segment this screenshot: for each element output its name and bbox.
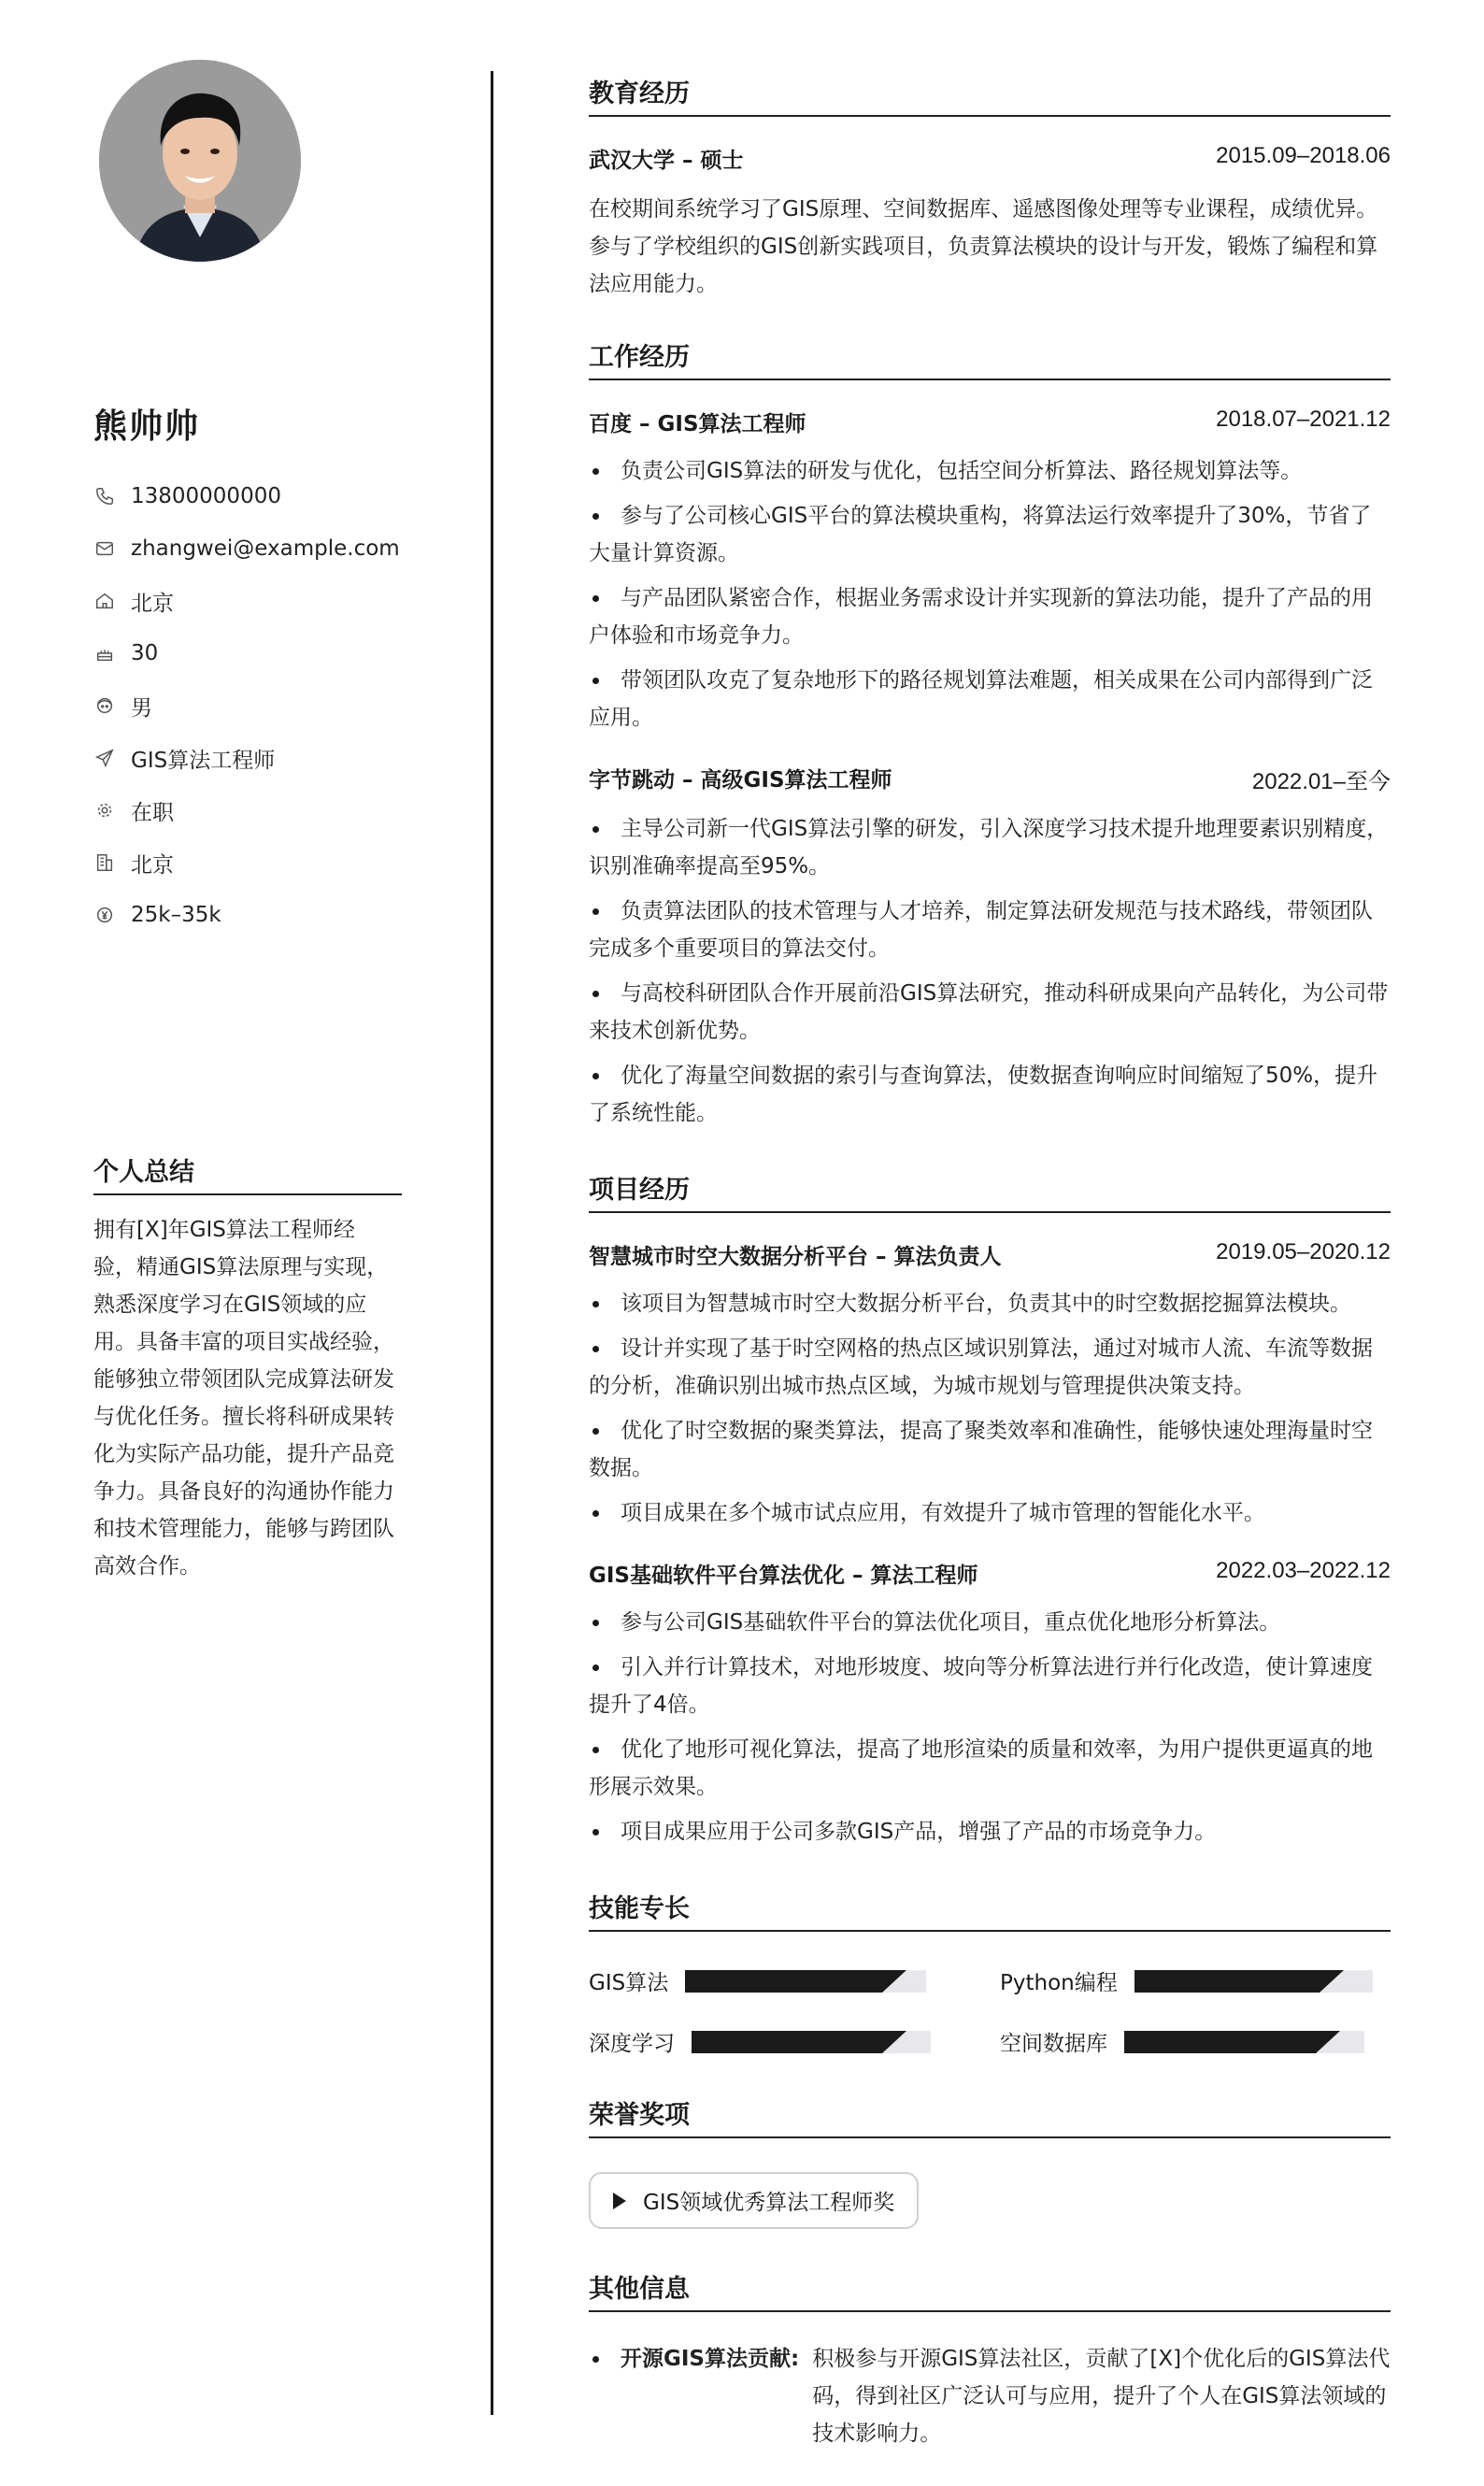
send-icon: [93, 747, 116, 769]
info-phone: [93, 470, 402, 522]
skill-item: [1000, 2026, 1391, 2057]
other-title: 其他信息: [589, 2268, 1391, 2312]
status-icon: [93, 799, 116, 822]
skill-bar: [692, 2031, 931, 2053]
gender-value: 男: [131, 695, 152, 721]
mail-icon: [93, 537, 116, 560]
skill-bar-fill: [1124, 2031, 1316, 2053]
info-status: [93, 784, 402, 836]
project-date: 2022.03–2022.12: [1216, 1558, 1391, 1583]
coin-icon: [93, 904, 116, 926]
info-location: [93, 836, 402, 889]
skills-section: [589, 1888, 1391, 2057]
work-title: 工作经历: [589, 336, 1391, 380]
column-divider: [491, 71, 493, 2415]
job-head: [589, 407, 1391, 437]
other-item-key: 开源GIS算法贡献:: [621, 2347, 800, 2371]
list-item: 项目成果应用于公司多款GIS产品，增强了产品的市场竞争力。: [589, 1813, 1391, 1850]
award-label: GIS领域优秀算法工程师奖: [643, 2191, 895, 2215]
job-bullets: [589, 452, 1391, 736]
project-bullets: [589, 1285, 1391, 1532]
award-chip: [589, 2172, 919, 2229]
skill-item: [589, 2026, 1000, 2057]
list-item: 优化了时空数据的聚类算法，提高了聚类效率和准确性，能够快速处理海量时空数据。: [589, 1412, 1391, 1487]
contact-info: [93, 470, 402, 941]
info-salary: [93, 889, 402, 941]
info-city: [93, 575, 402, 627]
skill-bar: [685, 1970, 926, 1993]
info-title: [93, 732, 402, 784]
email-value: zhangwei@example.com: [131, 536, 400, 561]
skill-label: Python编程: [1000, 1971, 1118, 1995]
other-item: [589, 2340, 1391, 2452]
info-age: [93, 627, 402, 679]
main-content: [589, 73, 1391, 2452]
job-date: 2018.07–2021.12: [1216, 407, 1391, 432]
building-icon: [93, 851, 116, 874]
skill-item: [589, 1965, 1000, 1996]
skill-item: [1000, 1965, 1391, 1996]
age-value: 30: [131, 641, 159, 665]
awards-title: 荣誉奖项: [589, 2094, 1391, 2138]
awards-section: [589, 2094, 1391, 2229]
project-bullets: [589, 1604, 1391, 1850]
list-item: 优化了海量空间数据的索引与查询算法，使数据查询响应时间缩短了50%，提升了系统性能。: [589, 1057, 1391, 1132]
work-section: [589, 336, 1391, 1132]
skill-label: GIS算法: [589, 1971, 669, 1995]
list-item: 与产品团队紧密合作，根据业务需求设计并实现新的算法功能，提升了产品的用户体验和市场竞争力。: [589, 579, 1391, 654]
avatar: [99, 60, 301, 262]
salary-value: 25k–35k: [131, 903, 221, 927]
job-head: [589, 763, 1391, 795]
candidate-name: 熊帅帅: [93, 407, 201, 446]
list-item: 优化了地形可视化算法，提高了地形渲染的质量和效率，为用户提供更逼真的地形展示效果。: [589, 1731, 1391, 1806]
gender-icon: [93, 694, 116, 717]
list-item: 负责算法团队的技术管理与人才培养，制定算法研发规范与技术路线，带领团队完成多个重要项目的算法交付。: [589, 893, 1391, 967]
education-entry-head: [589, 143, 1391, 174]
education-title: 教育经历: [589, 73, 1391, 117]
skill-bar: [1124, 2031, 1364, 2053]
project-date: 2019.05–2020.12: [1216, 1239, 1391, 1264]
education-date: 2015.09–2018.06: [1216, 143, 1391, 168]
home-icon: [93, 590, 116, 612]
projects-section: [589, 1169, 1391, 1850]
info-email: [93, 522, 402, 575]
education-section: [589, 73, 1391, 303]
job-title: 字节跳动 – 高级GIS算法工程师: [589, 768, 892, 793]
education-desc: 在校期间系统学习了GIS原理、空间数据库、遥感图像处理等专业课程，成绩优异。参与了学校组织的GIS创新实践项目，负责算法模块的设计与开发，锻炼了编程和算法应用能力。: [589, 197, 1378, 296]
skill-bar-fill: [692, 2031, 882, 2053]
skill-label: 深度学习: [589, 2032, 675, 2056]
list-item: 参与公司GIS基础软件平台的算法优化项目，重点优化地形分析算法。: [589, 1604, 1391, 1641]
other-section: [589, 2268, 1391, 2452]
skills-grid: [589, 1965, 1391, 2057]
phone-value: 13800000000: [131, 484, 281, 508]
skill-bar-fill: [1134, 1970, 1320, 1993]
projects-title: 项目经历: [589, 1169, 1391, 1213]
title-value: GIS算法工程师: [131, 748, 276, 773]
list-item: 带领团队攻克了复杂地形下的路径规划算法难题，相关成果在公司内部得到广泛应用。: [589, 662, 1391, 736]
job-bullets: [589, 810, 1391, 1132]
project-title: 智慧城市时空大数据分析平台 – 算法负责人: [589, 1245, 1002, 1269]
list-item: 主导公司新一代GIS算法引擎的研发，引入深度学习技术提升地理要素识别精度，识别准确率提高至95%。: [589, 810, 1391, 885]
skill-bar: [1134, 1970, 1373, 1993]
skills-title: 技能专长: [589, 1888, 1391, 1932]
list-item: 与高校科研团队合作开展前沿GIS算法研究，推动科研成果向产品转化，为公司带来技术创新优势。: [589, 975, 1391, 1050]
job-title: 百度 – GIS算法工程师: [589, 412, 806, 436]
cake-icon: [93, 642, 116, 664]
location-value: 北京: [131, 852, 174, 878]
list-item: 设计并实现了基于时空网格的热点区域识别算法，通过对城市人流、车流等数据的分析，准确识别出城市热点区域，为城市规划与管理提供决策支持。: [589, 1330, 1391, 1405]
summary-text: 拥有[X]年GIS算法工程师经验，精通GIS算法原理与实现，熟悉深度学习在GIS领域的应用。具备丰富的项目实战经验，能够独立带领团队完成算法研发与优化任务。擅长将科研成果转化为实际产品功能，提升产品竞争力。具备良好的沟通协作能力和技术管理能力，能够与跨团队高效合作。: [93, 1218, 394, 1579]
list-item: 负责公司GIS算法的研发与优化，包括空间分析算法、路径规划算法等。: [589, 452, 1391, 490]
status-value: 在职: [131, 800, 174, 825]
list-item: 该项目为智慧城市时空大数据分析平台，负责其中的时空数据挖掘算法模块。: [589, 1285, 1391, 1322]
sidebar: [93, 60, 402, 1579]
list-item: 项目成果在多个城市试点应用，有效提升了城市管理的智能化水平。: [589, 1494, 1391, 1532]
avatar-photo: [99, 60, 301, 262]
summary-title: 个人总结: [93, 1151, 402, 1195]
play-triangle-icon: [613, 2193, 626, 2209]
info-gender: [93, 679, 402, 732]
project-title: GIS基础软件平台算法优化 – 算法工程师: [589, 1564, 978, 1588]
project-head: [589, 1239, 1391, 1270]
city-value: 北京: [131, 591, 174, 616]
project-head: [589, 1558, 1391, 1589]
other-item-text: 积极参与开源GIS算法社区，贡献了[X]个优化后的GIS算法代码，得到社区广泛认可与应用，提升了个人在GIS算法领域的技术影响力。: [812, 2347, 1391, 2446]
list-item: 参与了公司核心GIS平台的算法模块重构，将算法运行效率提升了30%，节省了大量计算资源。: [589, 497, 1391, 572]
phone-icon: [93, 485, 116, 507]
skill-label: 空间数据库: [1000, 2032, 1107, 2056]
skill-bar-fill: [685, 1970, 882, 1993]
list-item: 引入并行计算技术，对地形坡度、坡向等分析算法进行并行化改造，使计算速度提升了4倍。: [589, 1649, 1391, 1723]
education-school: 武汉大学 – 硕士: [589, 149, 744, 173]
job-date: 2022.01–至今: [1251, 769, 1391, 794]
